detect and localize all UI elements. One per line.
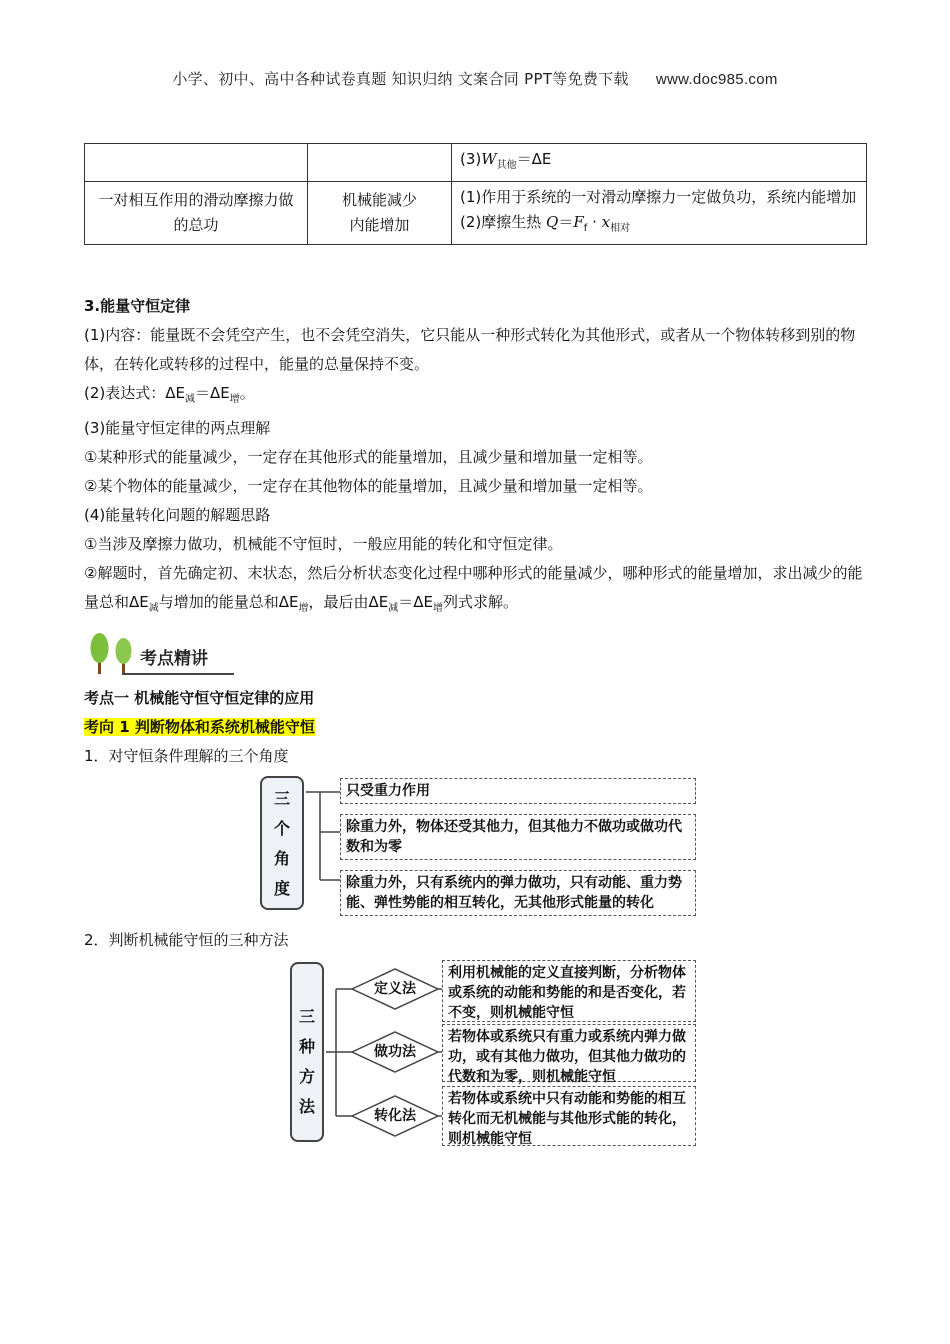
table-cell <box>452 144 867 182</box>
table-cell <box>308 144 452 182</box>
text-fragment: 与增加的能量总和ΔE <box>158 593 299 611</box>
angle-box: 除重力外，只有系统内的弹力做功，只有动能、重力势能、弹性势能的相互转化，无其他形式能量的转化 <box>340 870 696 916</box>
cell-text: (1)作用于系统的一对滑动摩擦力一定做负功，系统内能增加 <box>460 188 857 206</box>
angle-box: 只受重力作用 <box>340 778 696 804</box>
var-x: x <box>601 213 611 231</box>
sub-text: 减 <box>148 603 159 614</box>
section-title: 3.能量守恒定律 <box>84 297 191 315</box>
text-fragment: ＝ΔE <box>195 384 230 402</box>
label-char: 个 <box>273 819 290 838</box>
tree-icon <box>88 632 138 676</box>
var-w: W <box>481 150 497 168</box>
sub-text: 增 <box>298 603 309 614</box>
item2-line <box>84 926 869 955</box>
angle-box: 除重力外，物体还受其他力，但其他力不做功或做功代数和为零 <box>340 814 696 860</box>
energy-table <box>84 143 867 245</box>
label-char: 三 <box>298 1007 315 1026</box>
paragraph: ②某个物体的能量减少，一定存在其他物体的能量增加，且减少量和增加量一定相等。 <box>84 477 653 495</box>
section-banner <box>88 632 248 676</box>
text-fragment: ，最后由ΔE <box>308 593 389 611</box>
sub-text: 减 <box>388 603 399 614</box>
banner-underline <box>122 673 234 675</box>
table-cell <box>452 182 867 245</box>
list-item: 1．对守恒条件理解的三个角度 <box>84 747 289 765</box>
method-desc-box: 若物体或系统只有重力或系统内弹力做功，或有其他力做功，但其他力做功的代数和为零，则机械能守恒 <box>442 1024 696 1082</box>
diagram1-connectors <box>258 774 348 918</box>
sub-text: 增 <box>433 603 443 614</box>
text-fragment: 。 <box>239 384 255 402</box>
text-fragment: (2)表达式：ΔE <box>84 384 185 402</box>
sub-text: 相对 <box>610 223 631 234</box>
paragraph: ①某种形式的能量减少，一定存在其他形式的能量增加，且减少量和增加量一定相等。 <box>84 448 653 466</box>
page-header <box>0 68 950 89</box>
var-f: F <box>573 213 584 231</box>
text-fragment: ②解题时，首先确定初、末状态，然后分析状态变化过程中哪种形式的能量减少，哪种形式的能量增加，求出减少的能量总和ΔE <box>84 564 863 611</box>
method-work: 做功法 <box>374 1044 416 1060</box>
sub-text: 增 <box>229 394 240 405</box>
table-row <box>85 182 867 245</box>
section-3 <box>84 292 869 623</box>
paragraph <box>84 559 869 623</box>
paragraph: (3)能量守恒定律的两点理解 <box>84 419 271 437</box>
paragraph <box>84 379 869 414</box>
label-char: 方 <box>298 1067 315 1086</box>
text-fragment: ＝ΔE <box>398 593 433 611</box>
header-url: www.doc985.com <box>655 71 778 88</box>
table-cell <box>85 182 308 245</box>
diagram-three-angles <box>258 774 698 918</box>
cell-text: 内能增加 <box>349 216 410 234</box>
text-fragment: ＝ <box>558 213 574 231</box>
label-char: 度 <box>273 879 290 898</box>
label-char: 法 <box>298 1097 315 1116</box>
paragraph: (4)能量转化问题的解题思路 <box>84 506 271 524</box>
sub-text: 其他 <box>496 160 517 171</box>
text-fragment: · <box>592 213 597 231</box>
cell-text: ＝ΔE <box>516 150 552 168</box>
method-conversion: 转化法 <box>374 1108 416 1124</box>
sub-text: 减 <box>185 394 195 405</box>
kaoxiang-heading: 考向 1 判断物体和系统机械能守恒 <box>84 718 315 736</box>
table-cell <box>308 182 452 245</box>
table-cell <box>85 144 308 182</box>
var-q: Q <box>546 213 559 231</box>
cell-text <box>460 210 858 241</box>
label-char: 种 <box>298 1037 315 1056</box>
header-text: 小学、初中、高中各种试卷真题 知识归纳 文案合同 PPT等免费下载 <box>172 70 629 88</box>
sub-text: f <box>583 223 588 234</box>
paragraph: ①当涉及摩擦力做功，机械能不守恒时，一般应用能的转化和守恒定律。 <box>84 535 563 553</box>
method-desc-box: 利用机械能的定义直接判断，分析物体或系统的动能和势能的和是否变化，若不变，则机械能守恒 <box>442 960 696 1022</box>
label-char: 角 <box>273 849 290 868</box>
label-char: 三 <box>273 789 290 808</box>
cell-text: 一对相互作用的滑动摩擦力做的总功 <box>98 191 294 234</box>
banner-title: 考点精讲 <box>140 649 208 669</box>
method-definition: 定义法 <box>374 981 416 997</box>
paragraph: (1)内容：能量既不会凭空产生，也不会凭空消失，它只能从一种形式转化为其他形式，或者从一个物体转移到别的物体，在转化或转移的过程中，能量的总量保持不变。 <box>84 326 856 373</box>
method-desc-box: 若物体或系统中只有动能和势能的相互转化而无机械能与其他形式能的转化，则机械能守恒 <box>442 1086 696 1146</box>
text-fragment: 列式求解。 <box>443 593 519 611</box>
text-fragment: (2)摩擦生热 <box>460 213 542 231</box>
list-item: 2．判断机械能守恒的三种方法 <box>84 931 289 949</box>
table-row <box>85 144 867 182</box>
kaodian-title: 考点一 机械能守恒守恒定律的应用 <box>84 689 315 707</box>
diagram-three-methods <box>288 958 698 1148</box>
cell-text: 机械能减少 <box>341 191 417 209</box>
kaodian-section <box>84 684 869 771</box>
cell-text: (3) <box>460 150 482 168</box>
